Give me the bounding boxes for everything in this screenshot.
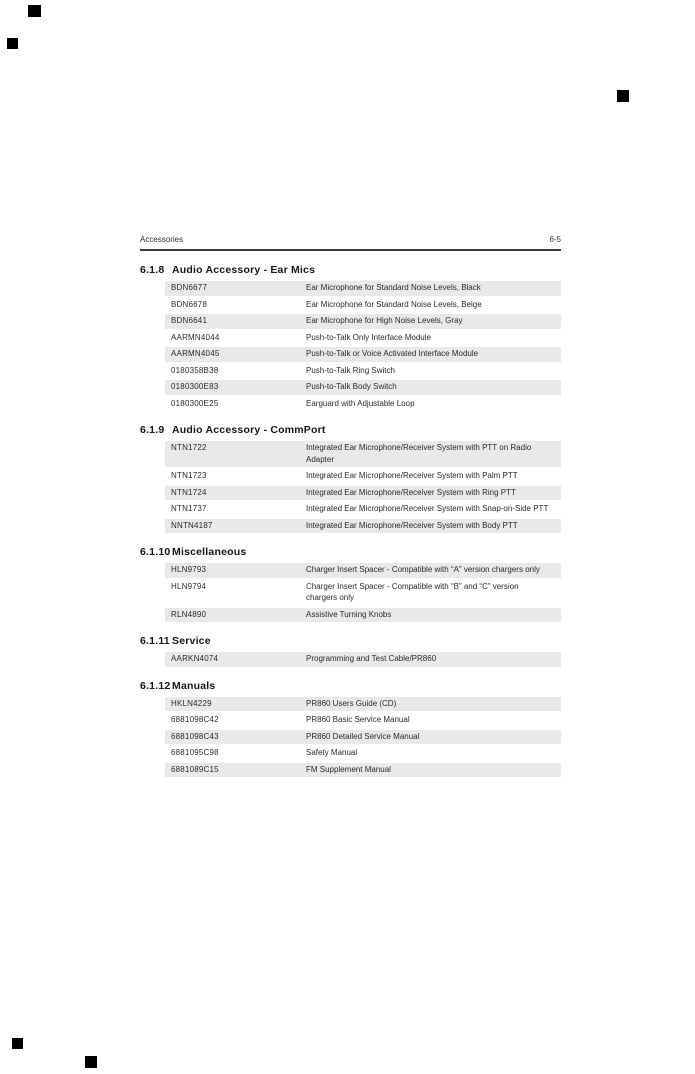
part-number-cell: 6881095C98 <box>171 748 219 757</box>
table-row <box>165 730 561 745</box>
part-number-cell: NTN1724 <box>171 487 207 497</box>
description-cell: Push-to-Talk Body Switch <box>306 382 397 391</box>
description-cell: Assistive Turning Knobs <box>306 609 392 619</box>
section-number: 6.1.10 <box>140 546 171 558</box>
description-cell: Programming and Test Cable/PR860 <box>306 654 437 663</box>
section <box>140 635 561 667</box>
part-number-cell: AARKN4074 <box>171 654 219 663</box>
sections-container <box>140 264 561 777</box>
part-number-cell: HKLN4229 <box>171 698 212 708</box>
section-title: Manuals <box>172 679 216 692</box>
description-cell: Safety Manual <box>306 748 358 757</box>
table-row <box>165 441 561 467</box>
description-cell: Earguard with Adjustable Loop <box>306 398 415 408</box>
section-title: Service <box>172 635 211 647</box>
table-row <box>165 314 561 329</box>
description-cell: Integrated Ear Microphone/Receiver System with PTT on Radio Adapter <box>306 443 532 464</box>
table-row <box>165 697 561 712</box>
section-heading <box>140 635 561 647</box>
table-row <box>165 563 561 578</box>
part-number-cell: HLN9794 <box>171 581 207 591</box>
description-cell: Push-to-Talk or Voice Activated Interface Module <box>306 349 479 358</box>
table-row <box>165 502 561 517</box>
accessory-table <box>165 697 561 778</box>
accessory-table <box>165 281 561 411</box>
description-cell: Integrated Ear Microphone/Receiver System with Palm PTT <box>306 471 518 480</box>
part-number-cell: 0180300E25 <box>171 398 219 408</box>
part-number-cell: AARMN4044 <box>171 332 220 342</box>
part-number-cell: NTN1722 <box>171 443 207 452</box>
part-number-cell: RLN4890 <box>171 609 207 619</box>
table-row <box>165 298 561 313</box>
description-cell: Ear Microphone for Standard Noise Levels, Black <box>306 283 481 292</box>
section-heading <box>140 546 561 558</box>
part-number-cell: NTN1723 <box>171 471 207 480</box>
section <box>140 264 561 411</box>
table-row <box>165 519 561 534</box>
table-row <box>165 746 561 761</box>
section-heading <box>140 424 561 436</box>
description-cell: PR860 Basic Service Manual <box>306 715 410 724</box>
part-number-cell: BDN6678 <box>171 299 208 309</box>
scan-artifact-mark <box>7 38 18 49</box>
section <box>140 680 561 778</box>
part-number-cell: NTN1737 <box>171 504 207 513</box>
part-number-cell: 0180300E83 <box>171 382 219 391</box>
description-cell: Push-to-Talk Only Interface Module <box>306 332 431 342</box>
part-number-cell: 6881098C42 <box>171 715 219 724</box>
section-title: Audio Accessory - Ear Mics <box>172 264 316 276</box>
table-row <box>165 364 561 379</box>
accessory-table <box>165 441 561 533</box>
part-number-cell: NNTN4187 <box>171 520 213 530</box>
table-row <box>165 580 561 606</box>
section-number: 6.1.8 <box>140 264 165 276</box>
section <box>140 546 561 622</box>
section-title: Audio Accessory - CommPort <box>172 424 326 436</box>
description-cell: Charger Insert Spacer - Compatible with “B” and “C” version chargers only <box>306 581 519 602</box>
scan-artifact-mark <box>28 5 41 17</box>
part-number-cell: 6881089C15 <box>171 764 219 774</box>
page-header <box>140 235 561 251</box>
table-row <box>165 281 561 296</box>
page-content <box>140 235 561 779</box>
description-cell: Charger Insert Spacer - Compatible with “A” version chargers only <box>306 565 540 574</box>
section-number: 6.1.9 <box>140 424 165 436</box>
table-row <box>165 608 561 623</box>
part-number-cell: AARMN4045 <box>171 349 220 358</box>
part-number-cell: BDN6677 <box>171 283 208 292</box>
part-number-cell: 0180358B38 <box>171 365 219 375</box>
section-number: 6.1.11 <box>140 635 170 647</box>
scan-artifact-mark <box>85 1056 97 1068</box>
description-cell: Integrated Ear Microphone/Receiver System with Body PTT <box>306 520 518 530</box>
description-cell: FM Supplement Manual <box>306 764 391 774</box>
description-cell: PR860 Detailed Service Manual <box>306 731 420 741</box>
part-number-cell: HLN9793 <box>171 565 207 574</box>
section <box>140 424 561 533</box>
accessory-table <box>165 563 561 622</box>
running-header-title: Accessories <box>140 235 184 244</box>
table-row <box>165 397 561 412</box>
table-row <box>165 331 561 346</box>
description-cell: Ear Microphone for Standard Noise Levels, Beige <box>306 299 482 309</box>
description-cell: Integrated Ear Microphone/Receiver System with Snap-on-Side PTT <box>306 504 549 513</box>
table-row <box>165 763 561 778</box>
section-number: 6.1.12 <box>140 679 171 692</box>
section-title: Miscellaneous <box>172 546 247 558</box>
table-row <box>165 652 561 667</box>
table-row <box>165 486 561 501</box>
description-cell: Integrated Ear Microphone/Receiver System with Ring PTT <box>306 487 516 497</box>
description-cell: Ear Microphone for High Noise Levels, Gray <box>306 316 463 325</box>
part-number-cell: BDN6641 <box>171 316 208 325</box>
section-heading <box>140 680 561 692</box>
table-row <box>165 347 561 362</box>
table-row <box>165 469 561 484</box>
page-number: 6-5 <box>549 235 561 244</box>
table-row <box>165 380 561 395</box>
description-cell: PR860 Users Guide (CD) <box>306 698 397 708</box>
part-number-cell: 6881098C43 <box>171 731 219 741</box>
scan-artifact-mark <box>617 90 629 102</box>
table-row <box>165 713 561 728</box>
scan-artifact-mark <box>12 1038 23 1049</box>
accessory-table <box>165 652 561 667</box>
description-cell: Push-to-Talk Ring Switch <box>306 365 395 375</box>
section-heading <box>140 264 561 276</box>
